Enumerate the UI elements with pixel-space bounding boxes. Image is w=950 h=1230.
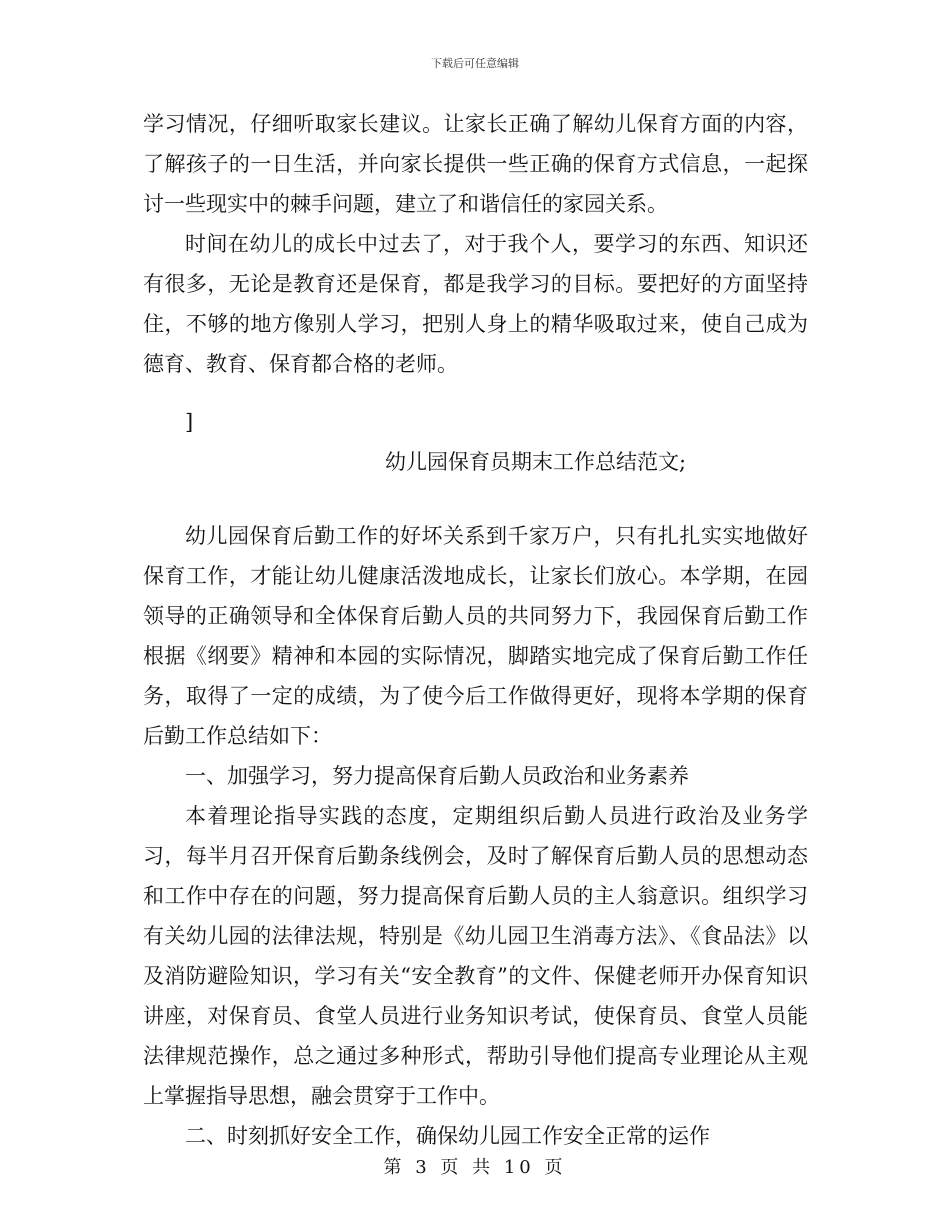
spacer bbox=[143, 482, 808, 516]
spacer bbox=[143, 384, 808, 402]
heading-section-2: 二、时刻抓好安全工作，确保幼儿园工作安全正常的运作 bbox=[185, 1124, 710, 1148]
stray-bracket: ] bbox=[185, 410, 194, 434]
paragraph-continued: 学习情况，仔细听取家长建议。让家长正确了解幼儿保育方面的内容，了解孩子的一日生活，并向家长提供一些正确的保育方式信息，一起探讨一些现实中的棘手问题，建立了和谐信任的家园关系。 bbox=[143, 112, 808, 216]
paragraph-section-1: 本着理论指导实践的态度，定期组织后勤人员进行政治及业务学习，每半月召开保育后勤条线例会，及时了解保育后勤人员的思想动态和工作中存在的问题，努力提高保育后勤人员的主人翁意识。组织学习有关幼儿园的法律法规，特别是《幼儿园卫生消毒方法》、《食品法》以及消防避险知识，学习有关“安全教育”的文件、保健老师开办保育知识讲座，对保育员、食堂人员进行业务知识考试，使保育员、食堂人员能法律规范操作，总之通过多种形式，帮助引导他们提高专业理论从主观上掌握指导思想，融会贯穿于工作中。 bbox=[143, 804, 808, 1108]
document-body bbox=[143, 104, 808, 1156]
paragraph-intro: 幼儿园保育后勤工作的好坏关系到千家万户，只有扎扎实实地做好保育工作，才能让幼儿健康活泼地成长，让家长们放心。本学期，在园领导的正确领导和全体保育后勤人员的共同努力下，我园保育后勤工作根据《纲要》精神和本园的实际情况，脚踏实地完成了保育后勤工作任务，取得了一定的成绩，为了使今后工作做得更好，现将本学期的保育后勤工作总结如下： bbox=[143, 524, 808, 748]
section-title: 幼儿园保育员期末工作总结范文; bbox=[385, 450, 687, 474]
heading-section-1: 一、加强学习，努力提高保育后勤人员政治和业务素养 bbox=[185, 764, 689, 788]
page-header: 下载后可任意编辑 bbox=[431, 57, 519, 70]
page-number: 第 3 页 共 10 页 bbox=[383, 1157, 567, 1178]
paragraph-reflection: 时间在幼儿的成长中过去了，对于我个人，要学习的东西、知识还有很多，无论是教育还是保育，都是我学习的目标。要把好的方面坚持住，不够的地方像别人学习，把别人身上的精华吸取过来，使自己成为德育、教育、保育都合格的老师。 bbox=[143, 232, 808, 376]
